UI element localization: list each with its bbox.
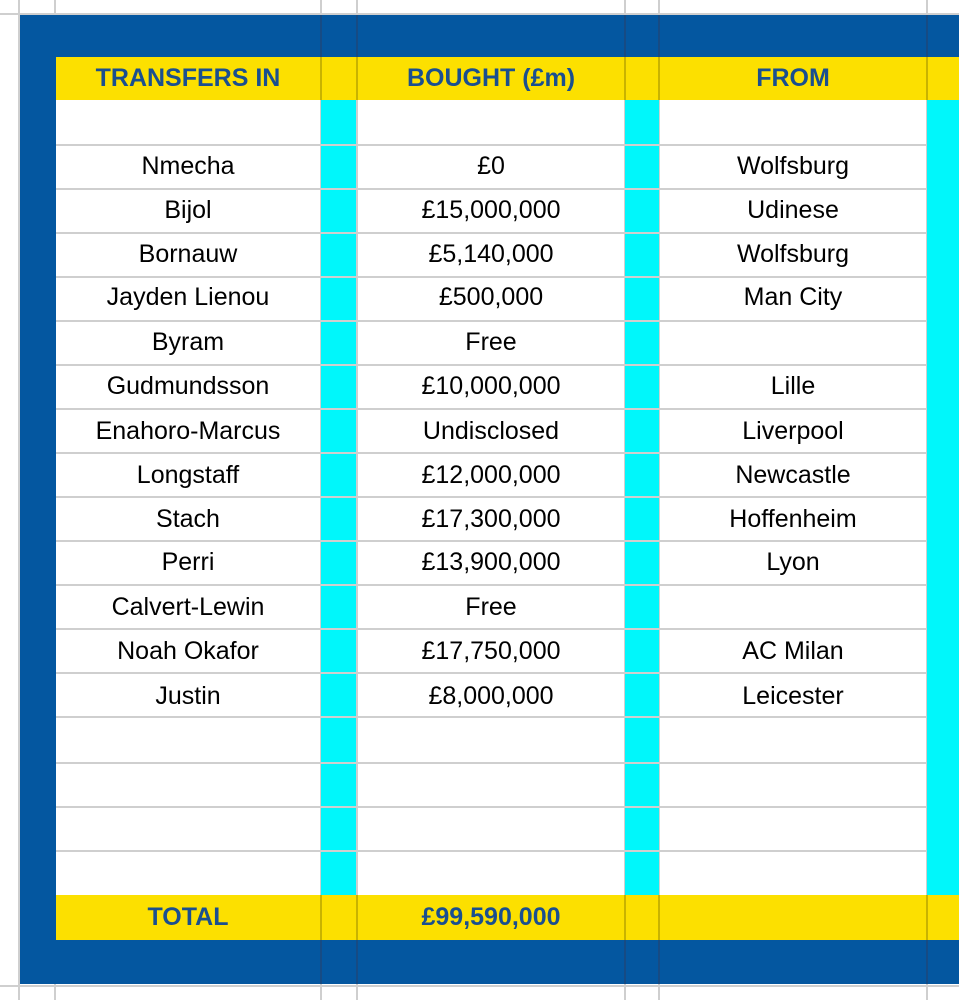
fee-cell[interactable]: £5,140,000	[428, 240, 554, 268]
header-bought[interactable]: BOUGHT (£m)	[406, 64, 576, 92]
from-cell[interactable]: Wolfsburg	[736, 240, 850, 268]
fee-cell[interactable]: Undisclosed	[422, 417, 560, 445]
fee-cell[interactable]: Free	[465, 328, 517, 356]
from-cell[interactable]: Udinese	[747, 196, 839, 224]
grid-line	[56, 806, 926, 808]
fee-cell[interactable]: £15,000,000	[421, 196, 561, 224]
separator-column	[927, 100, 959, 895]
grid-line	[624, 940, 626, 984]
grid-line	[56, 850, 926, 852]
player-cell[interactable]: Justin	[155, 682, 221, 710]
grid-line	[926, 895, 928, 940]
total-label[interactable]: TOTAL	[147, 903, 229, 931]
grid-line	[356, 15, 358, 57]
grid-line	[926, 15, 928, 57]
from-cell[interactable]: Hoffenheim	[729, 505, 857, 533]
from-cell[interactable]: AC Milan	[742, 637, 844, 665]
from-cell[interactable]	[660, 321, 926, 364]
fee-cell[interactable]: £13,900,000	[421, 548, 561, 576]
from-cell[interactable]: Lyon	[766, 548, 820, 576]
grid-line	[926, 57, 928, 100]
grid-line	[320, 57, 322, 100]
grid-line	[0, 985, 959, 987]
header-from[interactable]: FROM	[756, 64, 830, 92]
fee-cell[interactable]: Free	[465, 593, 517, 621]
total-value[interactable]: £99,590,000	[421, 903, 561, 931]
grid-line	[926, 940, 928, 984]
grid-line	[624, 57, 626, 100]
fee-cell[interactable]: £10,000,000	[421, 372, 561, 400]
from-cell[interactable]: Liverpool	[742, 417, 844, 445]
from-cell[interactable]: Lille	[770, 372, 816, 400]
header-transfers-in[interactable]: TRANSFERS IN	[95, 64, 281, 92]
top-blue-band	[20, 15, 959, 57]
fee-cell[interactable]: £8,000,000	[428, 682, 554, 710]
grid-line	[658, 15, 660, 57]
fee-cell[interactable]: £0	[477, 152, 505, 180]
grid-line	[356, 940, 358, 984]
grid-line	[658, 940, 660, 984]
from-cell[interactable]: Newcastle	[735, 461, 851, 489]
grid-line	[56, 762, 926, 764]
player-cell[interactable]: Longstaff	[136, 461, 240, 489]
player-cell[interactable]: Enahoro-Marcus	[95, 417, 281, 445]
from-cell[interactable]: Man City	[743, 283, 843, 311]
fee-cell[interactable]: £500,000	[438, 283, 544, 311]
player-cell[interactable]: Gudmundsson	[106, 372, 270, 400]
grid-line	[624, 895, 626, 940]
player-cell[interactable]: Calvert-Lewin	[111, 593, 265, 621]
fee-cell[interactable]: £12,000,000	[421, 461, 561, 489]
total-from[interactable]	[660, 895, 926, 940]
grid-line	[320, 895, 322, 940]
player-cell[interactable]: Stach	[156, 505, 220, 533]
player-cell[interactable]: Jayden Lienou	[106, 283, 270, 311]
player-cell[interactable]: Noah Okafor	[117, 637, 259, 665]
fee-cell[interactable]: £17,300,000	[421, 505, 561, 533]
grid-line	[320, 940, 322, 984]
left-blue-band	[20, 57, 56, 983]
player-cell[interactable]: Byram	[151, 328, 225, 356]
player-cell[interactable]: Perri	[161, 548, 215, 576]
player-cell[interactable]: Bornauw	[138, 240, 238, 268]
from-cell[interactable]: Wolfsburg	[736, 152, 850, 180]
player-cell[interactable]: Nmecha	[141, 152, 235, 180]
fee-cell[interactable]: £17,750,000	[421, 637, 561, 665]
grid-line	[320, 15, 322, 57]
player-cell[interactable]: Bijol	[164, 196, 212, 224]
from-cell[interactable]	[660, 586, 926, 629]
bottom-blue-band	[20, 940, 959, 984]
grid-line	[624, 15, 626, 57]
from-cell[interactable]: Leicester	[742, 682, 844, 710]
